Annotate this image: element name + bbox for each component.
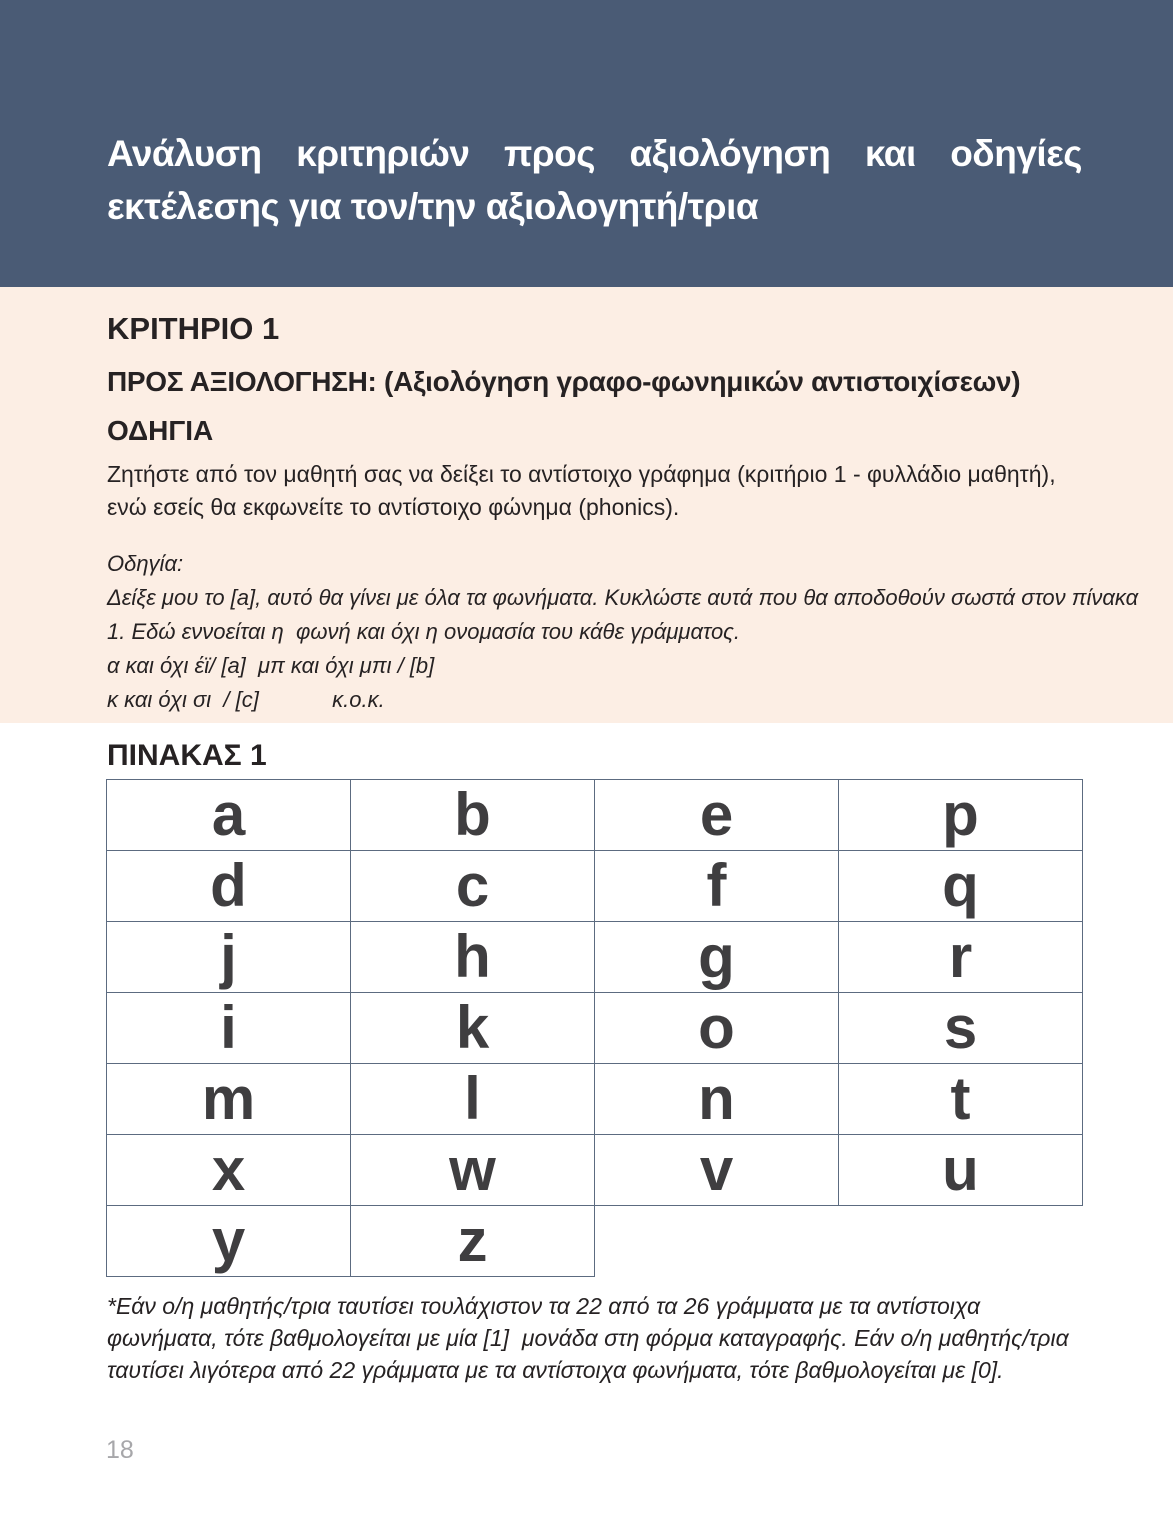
table-row	[107, 1063, 1083, 1134]
table-cell: q	[839, 850, 1083, 921]
page-title-line-2: εκτέλεσης για τον/την αξιολογητή/τρια	[107, 185, 759, 227]
page-title	[107, 128, 1082, 233]
instruction-label: ΟΔΗΓΙΑ	[107, 415, 214, 446]
criterion-heading: ΚΡΙΤΗΡΙΟ 1	[107, 311, 280, 346]
table-cell: u	[839, 1134, 1083, 1205]
guidance-line: Δείξε μου το [a], αυτό θα γίνει με όλα τα φωνήματα. Κυκλώστε αυτά που θα αποδοθούν σωστά στον πίνακα	[107, 584, 1139, 610]
table-row	[107, 992, 1083, 1063]
table-cell: v	[595, 1134, 839, 1205]
instruction-text: Ζητήστε από τον μαθητή σας να δείξει το αντίστοιχο γράφημα (κριτήριο 1 - φυλλάδιο μαθητή), ενώ εσείς θα εκφωνείτε το αντίστοιχο φώνημα (phonics).	[107, 461, 1056, 520]
table-cell: o	[595, 992, 839, 1063]
table-cell: i	[107, 992, 351, 1063]
guidance-line: α και όχι έϊ/ [a] μπ και όχι μπι / [b]	[107, 653, 435, 679]
header-band	[0, 0, 1173, 287]
table-title: ΠΙΝΑΚΑΣ 1	[107, 739, 267, 772]
guidance-line: 1. Εδώ εννοείται η φωνή και όχι η ονομασία του κάθε γράμματος.	[107, 618, 740, 644]
table-cell: z	[351, 1205, 595, 1276]
table-cell: j	[107, 921, 351, 992]
table-row	[107, 1205, 1083, 1276]
table-cell: s	[839, 992, 1083, 1063]
table-cell: m	[107, 1063, 351, 1134]
page-number: 18	[106, 1436, 134, 1464]
table-cell: k	[351, 992, 595, 1063]
page-title-line-1: Ανάλυση κριτηριών προς αξιολόγηση και οδηγίες	[107, 133, 1082, 174]
table-cell: p	[839, 779, 1083, 850]
table-row	[107, 1134, 1083, 1205]
table-cell: f	[595, 850, 839, 921]
table-row	[107, 779, 1083, 850]
guidance-block	[107, 547, 1173, 717]
table-cell: d	[107, 850, 351, 921]
table-cell: e	[595, 779, 839, 850]
table-cell: c	[351, 850, 595, 921]
criterion-subheading: ΠΡΟΣ ΑΞΙΟΛΟΓΗΣΗ: (Αξιολόγηση γραφο-φωνημικών αντιστοιχίσεων)	[107, 366, 1021, 397]
table-cell: n	[595, 1063, 839, 1134]
guidance-label: Οδηγία:	[107, 550, 184, 576]
table-cell: h	[351, 921, 595, 992]
scoring-footnote: *Εάν ο/η μαθητής/τρια ταυτίσει τουλάχιστον τα 22 από τα 26 γράμματα με τα αντίστοιχα φωνήματα, τότε βαθμολογείται με μία [1] μονάδα στη φόρμα καταγραφής. Εάν ο/η μαθητής/τρια ταυτίσει λιγότερα από 22 γράμματα με τα αντίστοιχα φωνήματα, τότε βαθμολογείται με [0].	[107, 1292, 1076, 1383]
table-row	[107, 921, 1083, 992]
criterion-section	[0, 287, 1173, 723]
table-cell: l	[351, 1063, 595, 1134]
phoneme-letter-table	[106, 779, 1083, 1277]
table-row	[107, 850, 1083, 921]
table-cell: r	[839, 921, 1083, 992]
table-cell: y	[107, 1205, 351, 1276]
table-cell: t	[839, 1063, 1083, 1134]
guidance-line: κ και όχι σι / [c] κ.ο.κ.	[107, 687, 385, 713]
table-cell: x	[107, 1134, 351, 1205]
table-cell: g	[595, 921, 839, 992]
table-cell-empty	[595, 1205, 1083, 1276]
table-cell: a	[107, 779, 351, 850]
table-cell: w	[351, 1134, 595, 1205]
table-cell: b	[351, 779, 595, 850]
